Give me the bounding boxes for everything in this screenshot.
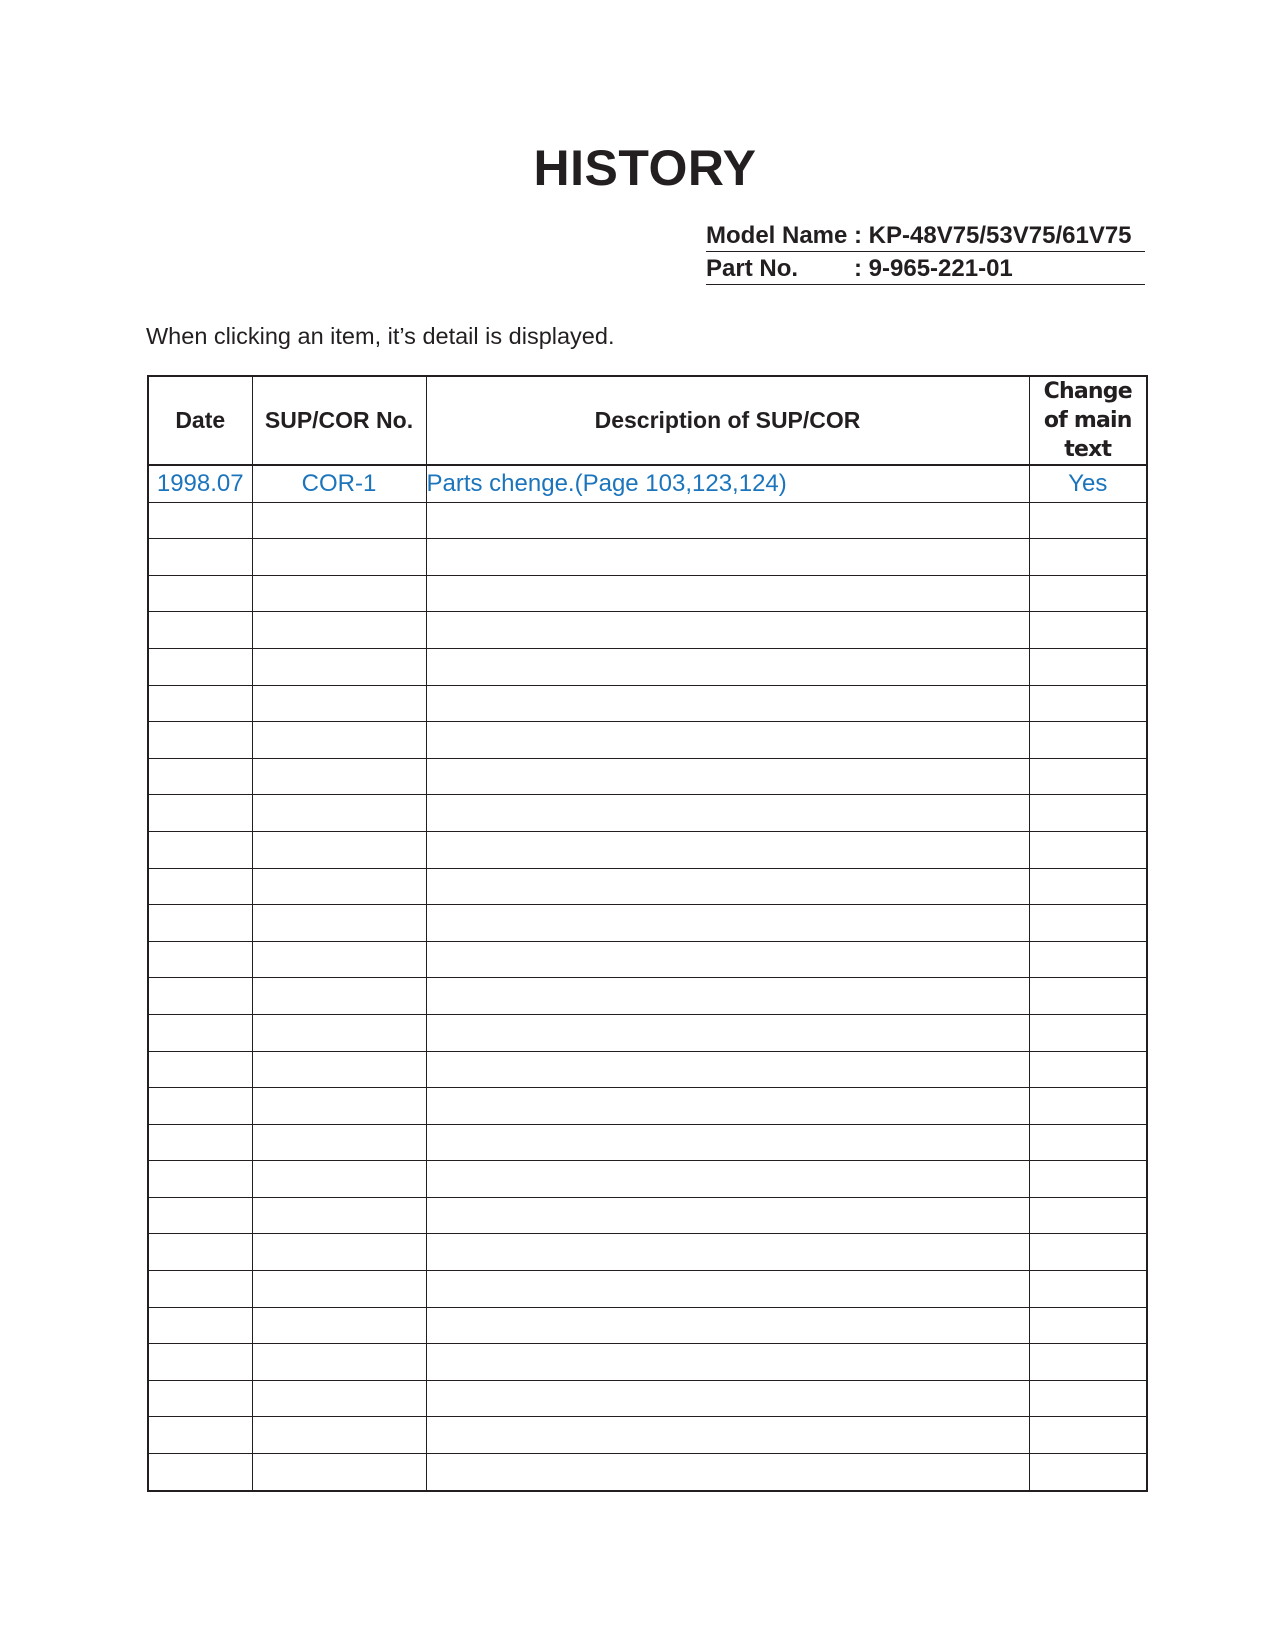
table-row <box>148 685 1147 722</box>
cell-description <box>426 502 1029 539</box>
cell-sup-cor-no[interactable] <box>252 465 426 502</box>
cell-sup-cor-no <box>252 1380 426 1417</box>
cell-date <box>148 1014 252 1051</box>
cell-date <box>148 648 252 685</box>
cell-sup-cor-no <box>252 722 426 759</box>
table-row <box>148 1307 1147 1344</box>
table-row <box>148 905 1147 942</box>
cell-sup-cor-no <box>252 1417 426 1454</box>
cell-sup-cor-no <box>252 1197 426 1234</box>
table-row <box>148 758 1147 795</box>
cell-change-of-main-text <box>1029 1380 1147 1417</box>
cell-change-of-main-text <box>1029 502 1147 539</box>
cell-change-of-main-text <box>1029 1307 1147 1344</box>
cell-description <box>426 1271 1029 1308</box>
cell-sup-cor-no <box>252 1088 426 1125</box>
cell-sup-cor-no <box>252 758 426 795</box>
cell-change-of-main-text <box>1029 575 1147 612</box>
cell-change-of-main-text <box>1029 1124 1147 1161</box>
cell-description <box>426 978 1029 1015</box>
cell-date <box>148 1454 252 1491</box>
table-row <box>148 612 1147 649</box>
cell-description <box>426 941 1029 978</box>
cell-description <box>426 1234 1029 1271</box>
part-number-value: : 9-965-221-01 <box>854 255 1013 282</box>
cell-sup-cor-no <box>252 1271 426 1308</box>
table-row <box>148 868 1147 905</box>
cell-description <box>426 685 1029 722</box>
table-row <box>148 722 1147 759</box>
cell-sup-cor-no <box>252 1124 426 1161</box>
cell-description <box>426 1124 1029 1161</box>
table-row <box>148 1417 1147 1454</box>
cell-description-link[interactable]: Parts chenge.(Page 103,123,124) <box>426 469 787 497</box>
cell-date <box>148 758 252 795</box>
header-description: Description of SUP/COR <box>426 376 1029 465</box>
model-name-line <box>706 221 1145 252</box>
cell-description <box>426 1088 1029 1125</box>
cell-description <box>426 1307 1029 1344</box>
cell-sup-cor-no <box>252 1051 426 1088</box>
cell-description <box>426 1051 1029 1088</box>
cell-description <box>426 868 1029 905</box>
cell-date <box>148 831 252 868</box>
cell-date <box>148 685 252 722</box>
table-row <box>148 539 1147 576</box>
cell-description <box>426 1417 1029 1454</box>
cell-description <box>426 795 1029 832</box>
header-change-of-main-text: Change of main text <box>1029 376 1147 465</box>
cell-description <box>426 758 1029 795</box>
cell-date <box>148 1088 252 1125</box>
cell-change-of-main-text <box>1029 1344 1147 1381</box>
cell-description <box>426 905 1029 942</box>
cell-change-of-main-text <box>1029 868 1147 905</box>
cell-sup-cor-no <box>252 1454 426 1491</box>
cell-change-of-main-text <box>1029 1197 1147 1234</box>
table-row <box>148 941 1147 978</box>
cell-date <box>148 1417 252 1454</box>
cell-sup-cor-no <box>252 1161 426 1198</box>
cell-date <box>148 1124 252 1161</box>
cell-date <box>148 978 252 1015</box>
cell-date <box>148 1380 252 1417</box>
part-number-label: Part No. <box>706 255 799 282</box>
table-row <box>148 1051 1147 1088</box>
cell-sup-cor-no <box>252 1014 426 1051</box>
cell-sup-cor-no-link[interactable]: COR-1 <box>301 469 377 497</box>
model-name-value: : KP-48V75/53V75/61V75 <box>854 222 1132 249</box>
table-row <box>148 648 1147 685</box>
table-row <box>148 1161 1147 1198</box>
instruction-text: When clicking an item, it’s detail is displayed. <box>146 323 615 349</box>
cell-description[interactable] <box>426 465 1029 502</box>
history-table <box>147 375 1148 1492</box>
cell-date <box>148 905 252 942</box>
table-row <box>148 978 1147 1015</box>
table-row <box>148 575 1147 612</box>
cell-change-of-main-text <box>1029 1014 1147 1051</box>
cell-change-of-main-text <box>1029 1161 1147 1198</box>
table-row <box>148 1234 1147 1271</box>
cell-change-of-main-text <box>1029 612 1147 649</box>
cell-change-of-main-text <box>1029 1454 1147 1491</box>
cell-change-of-main-text <box>1029 722 1147 759</box>
cell-date <box>148 1344 252 1381</box>
cell-description <box>426 1344 1029 1381</box>
cell-description <box>426 1161 1029 1198</box>
cell-description <box>426 539 1029 576</box>
cell-change-of-main-text <box>1029 795 1147 832</box>
cell-date <box>148 1271 252 1308</box>
cell-date-link[interactable]: 1998.07 <box>156 469 244 497</box>
cell-change-of-main-text <box>1029 1271 1147 1308</box>
cell-change-of-main-text <box>1029 905 1147 942</box>
cell-sup-cor-no <box>252 612 426 649</box>
header-row <box>148 376 1147 465</box>
cell-change-of-main-text <box>1029 831 1147 868</box>
cell-change-of-main-text <box>1029 758 1147 795</box>
cell-sup-cor-no <box>252 575 426 612</box>
cell-change-of-main-text <box>1029 1417 1147 1454</box>
cell-date <box>148 868 252 905</box>
cell-change-of-main-text[interactable] <box>1029 465 1147 502</box>
cell-sup-cor-no <box>252 795 426 832</box>
table-row <box>148 1088 1147 1125</box>
header-sup-cor-no: SUP/COR No. <box>252 376 426 465</box>
cell-date[interactable] <box>148 465 252 502</box>
cell-sup-cor-no <box>252 1234 426 1271</box>
cell-sup-cor-no <box>252 868 426 905</box>
table-row <box>148 502 1147 539</box>
header-date: Date <box>148 376 252 465</box>
cell-sup-cor-no <box>252 502 426 539</box>
cell-date <box>148 722 252 759</box>
table-row <box>148 831 1147 868</box>
cell-sup-cor-no <box>252 905 426 942</box>
cell-description <box>426 575 1029 612</box>
cell-sup-cor-no <box>252 941 426 978</box>
cell-sup-cor-no <box>252 1344 426 1381</box>
cell-description <box>426 722 1029 759</box>
cell-description <box>426 1380 1029 1417</box>
cell-sup-cor-no <box>252 978 426 1015</box>
cell-date <box>148 1161 252 1198</box>
cell-change-of-main-text <box>1029 1051 1147 1088</box>
table-row <box>148 795 1147 832</box>
part-number-line <box>706 254 1145 285</box>
cell-date <box>148 941 252 978</box>
cell-description <box>426 831 1029 868</box>
cell-description <box>426 612 1029 649</box>
cell-date <box>148 612 252 649</box>
cell-description <box>426 648 1029 685</box>
page-title: HISTORY <box>533 140 757 196</box>
cell-sup-cor-no <box>252 831 426 868</box>
cell-date <box>148 1051 252 1088</box>
cell-date <box>148 539 252 576</box>
cell-change-of-main-text <box>1029 1234 1147 1271</box>
cell-sup-cor-no <box>252 539 426 576</box>
table-row <box>148 1454 1147 1491</box>
table-row[interactable] <box>148 465 1147 502</box>
cell-date <box>148 1307 252 1344</box>
cell-description <box>426 1454 1029 1491</box>
cell-change-of-main-text <box>1029 648 1147 685</box>
cell-change-of-main-text <box>1029 1088 1147 1125</box>
cell-date <box>148 1197 252 1234</box>
table-row <box>148 1014 1147 1051</box>
cell-date <box>148 795 252 832</box>
cell-date <box>148 502 252 539</box>
table-row <box>148 1197 1147 1234</box>
cell-description <box>426 1197 1029 1234</box>
cell-sup-cor-no <box>252 648 426 685</box>
cell-description <box>426 1014 1029 1051</box>
cell-date <box>148 575 252 612</box>
table-row <box>148 1344 1147 1381</box>
cell-sup-cor-no <box>252 1307 426 1344</box>
history-table-body <box>148 465 1147 1491</box>
cell-change-of-main-text-link[interactable]: Yes <box>1068 469 1108 497</box>
cell-date <box>148 1234 252 1271</box>
table-row <box>148 1380 1147 1417</box>
table-row <box>148 1124 1147 1161</box>
cell-change-of-main-text <box>1029 978 1147 1015</box>
cell-change-of-main-text <box>1029 685 1147 722</box>
cell-change-of-main-text <box>1029 539 1147 576</box>
cell-change-of-main-text <box>1029 941 1147 978</box>
cell-sup-cor-no <box>252 685 426 722</box>
model-name-label: Model Name <box>706 222 848 249</box>
table-row <box>148 1271 1147 1308</box>
